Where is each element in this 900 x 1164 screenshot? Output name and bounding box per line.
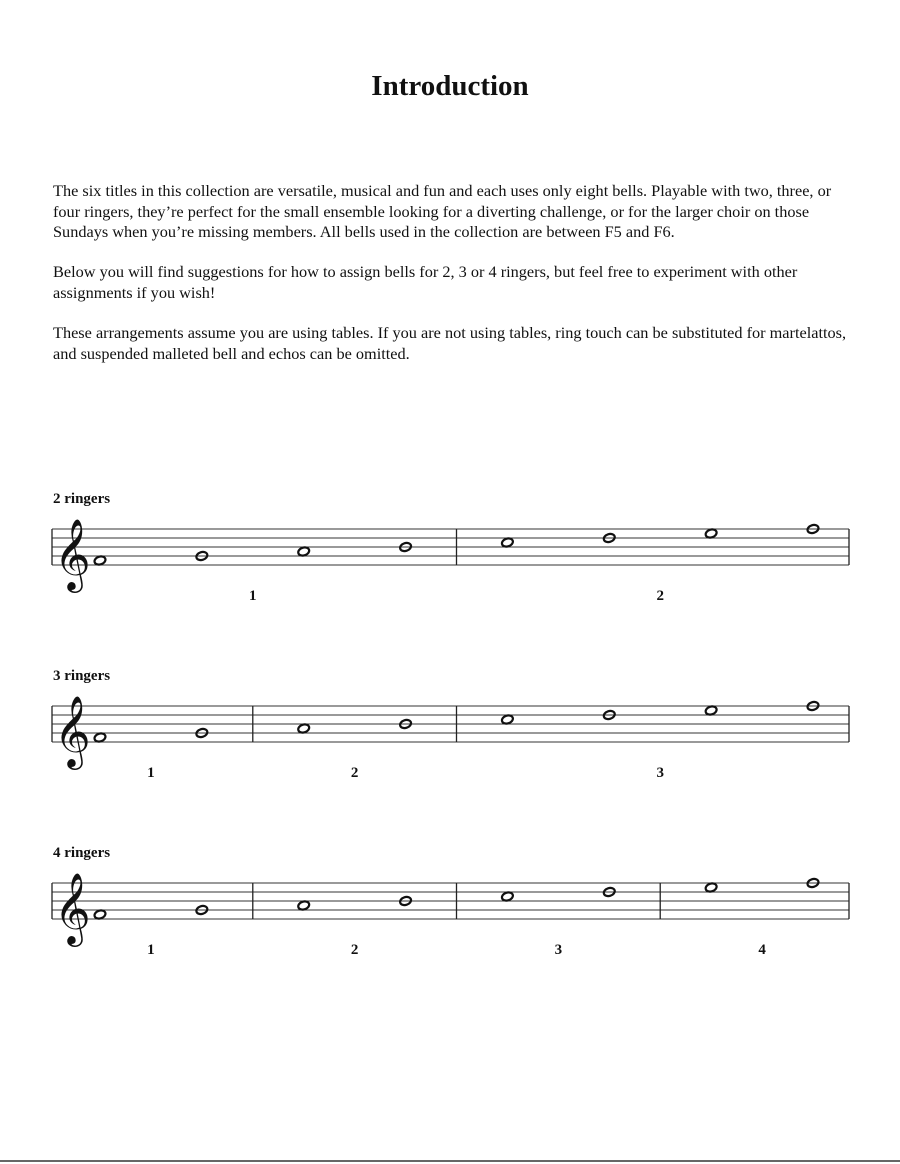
whole-note-A5 (297, 546, 310, 557)
whole-note-E6 (705, 528, 718, 539)
whole-note-F5 (93, 732, 106, 743)
ringer-label-4: 4 ringers (53, 845, 111, 861)
ringer-number: 1 (249, 588, 257, 604)
page-bottom-edge (0, 1160, 900, 1162)
ringer-label-2: 2 ringers (53, 491, 111, 507)
ringer-number: 1 (147, 765, 155, 781)
ringer-number: 4 (758, 942, 766, 958)
ringer-number: 3 (554, 942, 563, 958)
ringer-label-3: 3 ringers (53, 668, 111, 684)
intro-paragraph-3: These arrangements assume you are using tables. If you are not using tables, ring touch can be substituted for martelattos, and suspended malleted bell and echos can be omitted. (53, 323, 847, 363)
ringer-number: 1 (147, 942, 155, 958)
whole-note-C6 (501, 891, 514, 902)
staff-4-ringers (48, 859, 853, 958)
whole-note-C6 (501, 714, 514, 725)
treble-clef-icon: 𝄞 (54, 517, 91, 590)
intro-paragraph-1: The six titles in this collection are versatile, musical and fun and each uses only eight bells. Playable with two, three, or four ringers, they’re perfect for the small ensemble looking for a diverting challenge, or for the larger choir on those Sundays when you’re missing members. All bells used in the collection are between F5 and F6. (53, 181, 832, 241)
whole-note-A5 (297, 723, 310, 734)
treble-clef-icon: 𝄞 (54, 871, 91, 944)
whole-note-C6 (501, 537, 514, 548)
ringer-number: 2 (350, 765, 359, 781)
staff-3-ringers (48, 682, 853, 781)
whole-note-E6 (705, 705, 718, 716)
whole-note-E6 (705, 882, 718, 893)
whole-note-A5 (297, 900, 310, 911)
ringer-number: 2 (350, 942, 359, 958)
page-title: Introduction (371, 70, 529, 102)
whole-note-F5 (93, 555, 106, 566)
staff-2-ringers (48, 505, 853, 604)
treble-clef-icon: 𝄞 (54, 694, 91, 767)
intro-paragraph-2: Below you will find suggestions for how to assign bells for 2, 3 or 4 ringers, but feel free to experiment with other assignments if you wish! (53, 262, 798, 302)
ringer-number: 2 (656, 588, 664, 604)
ringer-number: 3 (656, 765, 664, 781)
whole-note-F5 (93, 909, 106, 920)
